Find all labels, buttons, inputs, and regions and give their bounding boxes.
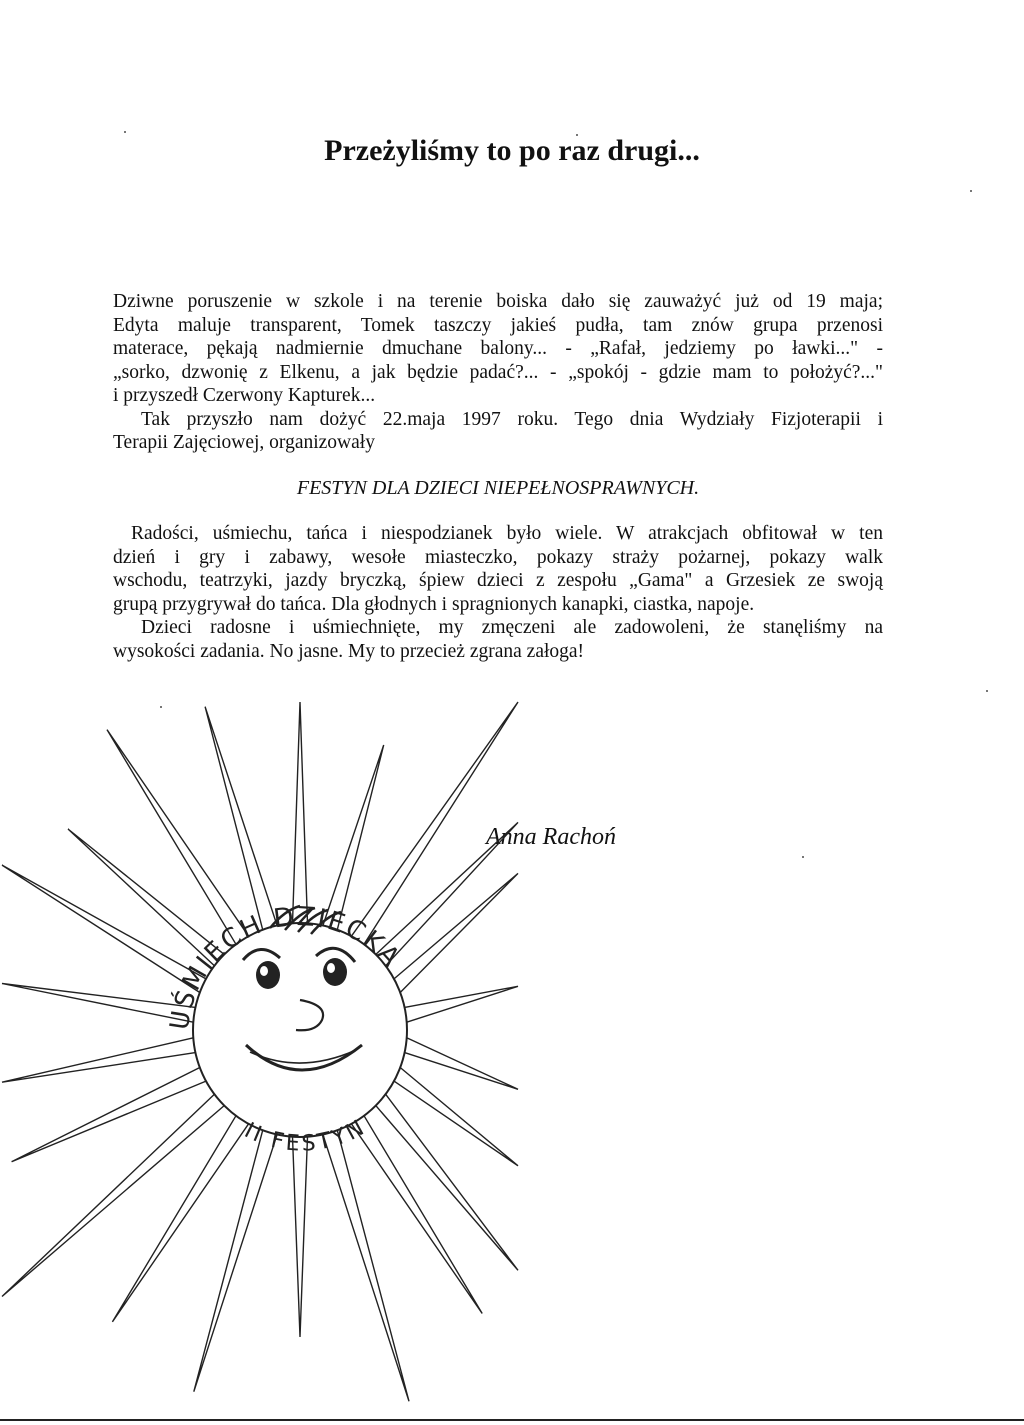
text-line: Dziwne poruszenie w szkole i na terenie boiska dało się zauważyć już od 19 maja;: [113, 291, 883, 312]
sun-ray: [2, 1038, 195, 1082]
sun-ray: [293, 1137, 308, 1337]
sun-ray: [323, 745, 384, 930]
logo-top-text: UŚMIECH DZIECKA: [164, 901, 407, 1032]
page-bottom-edge: [0, 1419, 1024, 1421]
text-line: wschodu, teatrzyki, jazdy bryczką, śpiew dzieci z zespołu „Gama" a Grzesiek ze swoją: [113, 570, 883, 591]
text-line: dzień i gry i zabawy, wesołe miasteczko, pokazy straży pożarnej, pokazy walk: [113, 546, 883, 568]
logo-bottom-text: II FESTYN: [240, 1114, 371, 1157]
scan-speck: [986, 690, 988, 692]
text-line: Terapii Zajęciowej, organizowały: [113, 432, 375, 453]
text-line: „sorko, dzwonię z Elkenu, a jak będzie padać?... - „spokój - gdzie mam to położyć?...": [113, 361, 883, 383]
sun-ray: [376, 1094, 518, 1270]
text-line: i przyszedł Czerwony Kapturek...: [113, 385, 376, 406]
article-body: [113, 290, 883, 663]
sun-ray: [194, 1130, 277, 1391]
sun-ray: [112, 1116, 248, 1322]
sun-ray: [2, 984, 195, 1023]
text-line: Edyta maluje transparent, Tomek taszczy jakieś pudła, tam znów grupa przenosi: [113, 314, 883, 336]
left-eye-highlight: [260, 966, 268, 976]
text-line: wysokości zadania. No jasne. My to przecież zgrana załoga!: [113, 640, 585, 662]
sun-ray: [205, 707, 277, 930]
text-line: Radości, uśmiechu, tańca i niespodzianek było wiele. W atrakcjach obfitował w ten: [131, 523, 883, 544]
text-line: Tak przyszło nam dożyć 22.maja 1997 roku. Tego dnia Wydziały Fizjoterapii i: [141, 408, 883, 430]
scan-speck: [124, 131, 126, 133]
sun-ray: [293, 702, 308, 923]
page-title: Przeżyliśmy to po raz drugi...: [324, 134, 700, 167]
sun-ray: [405, 986, 518, 1022]
festival-logo: [0, 700, 520, 1420]
smiling-sun-icon: [0, 700, 520, 1420]
sun-ray: [394, 873, 518, 992]
text-line: grupą przygrywał do tańca. Dla głodnych i spragnionych kanapki, ciastka, napoje.: [113, 593, 755, 615]
scan-speck: [970, 190, 972, 192]
paragraph-attractions: [113, 522, 883, 616]
sun-ray: [323, 1130, 409, 1401]
right-eye: [323, 958, 347, 986]
sun-ray: [12, 1068, 206, 1162]
right-eye-highlight: [327, 963, 335, 973]
sun-ray: [107, 730, 249, 945]
paragraph-intro: [113, 290, 883, 408]
paragraph-closing: [113, 616, 883, 663]
text-line: Dzieci radosne i uśmiechnięte, my zmęczeni ale zadowoleni, że stanęliśmy na: [141, 617, 883, 638]
paragraph-date: [113, 408, 883, 455]
scan-speck: [802, 856, 804, 858]
author-signature: Anna Rachoń: [486, 824, 616, 850]
left-eye: [256, 961, 280, 989]
sun-ray: [394, 1068, 518, 1166]
sun-ray: [351, 702, 518, 944]
sun-ray: [405, 1038, 518, 1090]
festyn-heading: FESTYN DLA DZIECI NIEPEŁNOSPRAWNYCH.: [296, 476, 700, 499]
sun-ray: [2, 1094, 224, 1296]
text-line: materace, pękają nadmiernie dmuchane balony... - „Rafał, jedziemy po ławki..." -: [113, 338, 883, 359]
